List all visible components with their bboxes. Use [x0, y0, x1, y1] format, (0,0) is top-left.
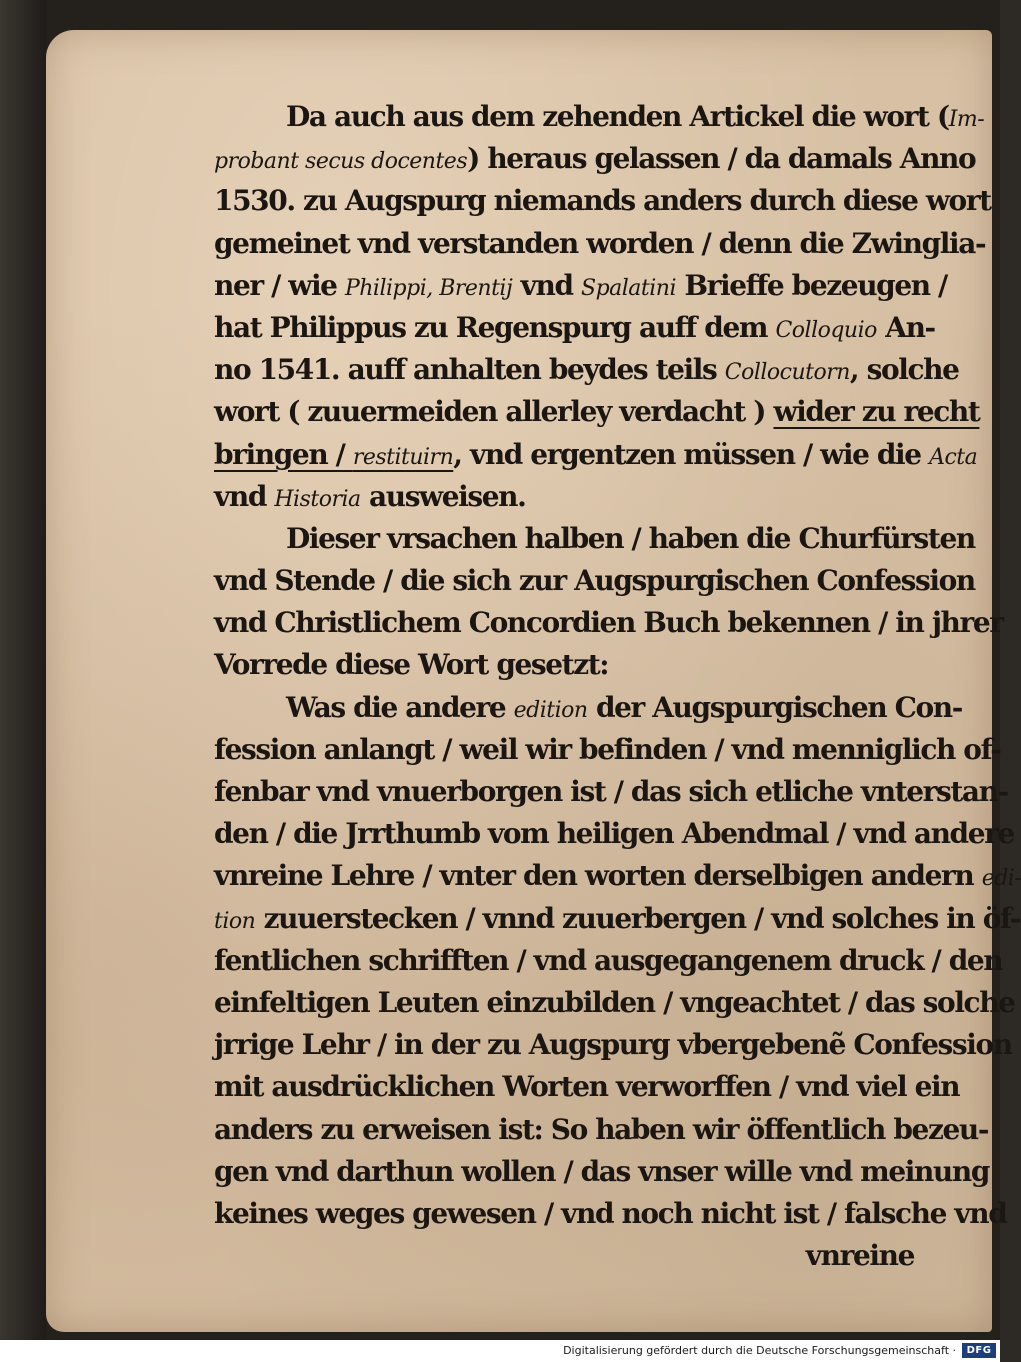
text-line [214, 855, 1021, 897]
text-line [214, 1066, 960, 1108]
dfg-logo: DFG [962, 1343, 996, 1358]
latin-term: tion [214, 908, 256, 934]
page-text-block [214, 96, 1021, 1277]
text-line [214, 687, 962, 729]
text-run: vnd [512, 268, 581, 302]
text-run: fession anlangt / weil wir befinden / vnd menniglich of- [214, 732, 1001, 766]
text-run: wider zu recht [773, 395, 980, 429]
text-run: Dieser vrsachen halben / haben die Churfürsten [286, 521, 975, 555]
text-run: vnd Stende / die sich zur Augspurgischen Confession [214, 564, 975, 598]
latin-term: Philippi, Brentij [344, 275, 513, 301]
latin-term: Im- [948, 107, 985, 132]
book-binding-edge [0, 0, 46, 1340]
text-line [214, 1235, 914, 1277]
text-run: Was die andere [286, 690, 514, 724]
latin-term: probant secus docentes [214, 149, 468, 175]
latin-term: Colloquio [775, 317, 877, 343]
text-line [214, 518, 975, 560]
text-line [214, 940, 1003, 982]
footer-bar [0, 1340, 1000, 1362]
text-run: mit ausdrücklichen Worten verworffen / vnd viel ein [214, 1070, 960, 1104]
text-run: zuuerstecken / vnnd zuuerbergen / vnd solches in öf- [255, 901, 1020, 935]
text-run: 1530. zu Augspurg niemands anders durch diese wort [214, 184, 991, 218]
latin-term: Spalatini [581, 275, 677, 301]
text-line [214, 265, 947, 307]
text-line [214, 729, 1001, 771]
text-run: vnreine Lehre / vnter den worten derselbigen andern [214, 859, 982, 893]
latin-term: edi- [981, 866, 1021, 892]
text-run: gen vnd darthun wollen / das vnser wille vnd meinung [214, 1154, 990, 1188]
text-line [214, 180, 991, 222]
text-run: , solche [849, 353, 959, 387]
text-line [214, 771, 1008, 813]
text-run: no 1541. auff anhalten beydes teils [214, 353, 725, 387]
text-run: ) heraus gelassen / da damals Anno [467, 142, 976, 176]
text-run: den / die Jrrthumb vom heiligen Abendmal / vnd andere [214, 817, 1014, 851]
text-line [214, 813, 1014, 855]
text-line [214, 644, 914, 686]
text-run: Da auch aus dem zehenden Artickel die wort ( [286, 100, 949, 133]
text-line [214, 982, 1015, 1024]
text-run: fentlichen schrifften / vnd ausgegangenem druck / den [214, 943, 1003, 977]
text-line [214, 898, 1020, 940]
text-line [214, 434, 978, 476]
text-run: der Augspurgischen Con- [587, 690, 962, 724]
text-line [214, 307, 935, 349]
text-run: , vnd ergentzen müssen / wie die [453, 437, 930, 471]
text-run: anders zu erweisen ist: So haben wir öffentlich bezeu- [214, 1112, 989, 1146]
text-run: hat Philippus zu Regenspurg auff dem [214, 310, 776, 344]
text-line [214, 560, 975, 602]
text-run: vnd Christlichem Concordien Buch bekennen / in jhrer [214, 606, 1003, 640]
latin-term: restituirn [352, 444, 454, 470]
text-line [214, 138, 976, 180]
text-run: vnd [214, 479, 275, 513]
text-line [214, 1109, 989, 1151]
text-run: An- [876, 310, 935, 344]
text-run: ausweisen. [360, 479, 526, 513]
text-run: wort ( zuuermeiden allerley verdacht ) [214, 395, 774, 429]
text-run: Brieffe bezeugen / [676, 268, 947, 302]
text-line [214, 602, 1003, 644]
text-line [214, 476, 914, 518]
text-run: Vorrede diese Wort gesetzt: [214, 648, 609, 682]
text-line [214, 96, 985, 138]
text-run: keines weges gewesen / vnd noch nicht ist / falsche vnd [214, 1196, 1007, 1230]
latin-term: Historia [274, 486, 361, 512]
text-line [214, 223, 986, 265]
text-line [214, 1193, 1007, 1235]
latin-term: edition [513, 697, 588, 723]
text-line [214, 349, 959, 391]
text-line [214, 1024, 1012, 1066]
text-run: fenbar vnd vnuerborgen ist / das sich etliche vnterstan- [214, 775, 1008, 808]
funding-credit: Digitalisierung gefördert durch die Deutsche Forschungsgemeinschaft · [563, 1344, 956, 1357]
latin-term: Acta [929, 444, 978, 470]
text-run: ner / wie [214, 268, 345, 302]
latin-term: Collocutorn [724, 360, 850, 386]
text-line [214, 1151, 990, 1193]
text-line [214, 391, 980, 433]
text-run: gemeinet vnd verstanden worden / denn die Zwinglia- [214, 226, 986, 260]
text-run: vnreine [805, 1239, 914, 1273]
text-run: jrrige Lehr / in der zu Augspurg vbergebenẽ Confession [214, 1028, 1012, 1062]
text-run: einfeltigen Leuten einzubilden / vngeachtet / das solche [214, 985, 1015, 1019]
text-run: bringen / [214, 437, 353, 471]
